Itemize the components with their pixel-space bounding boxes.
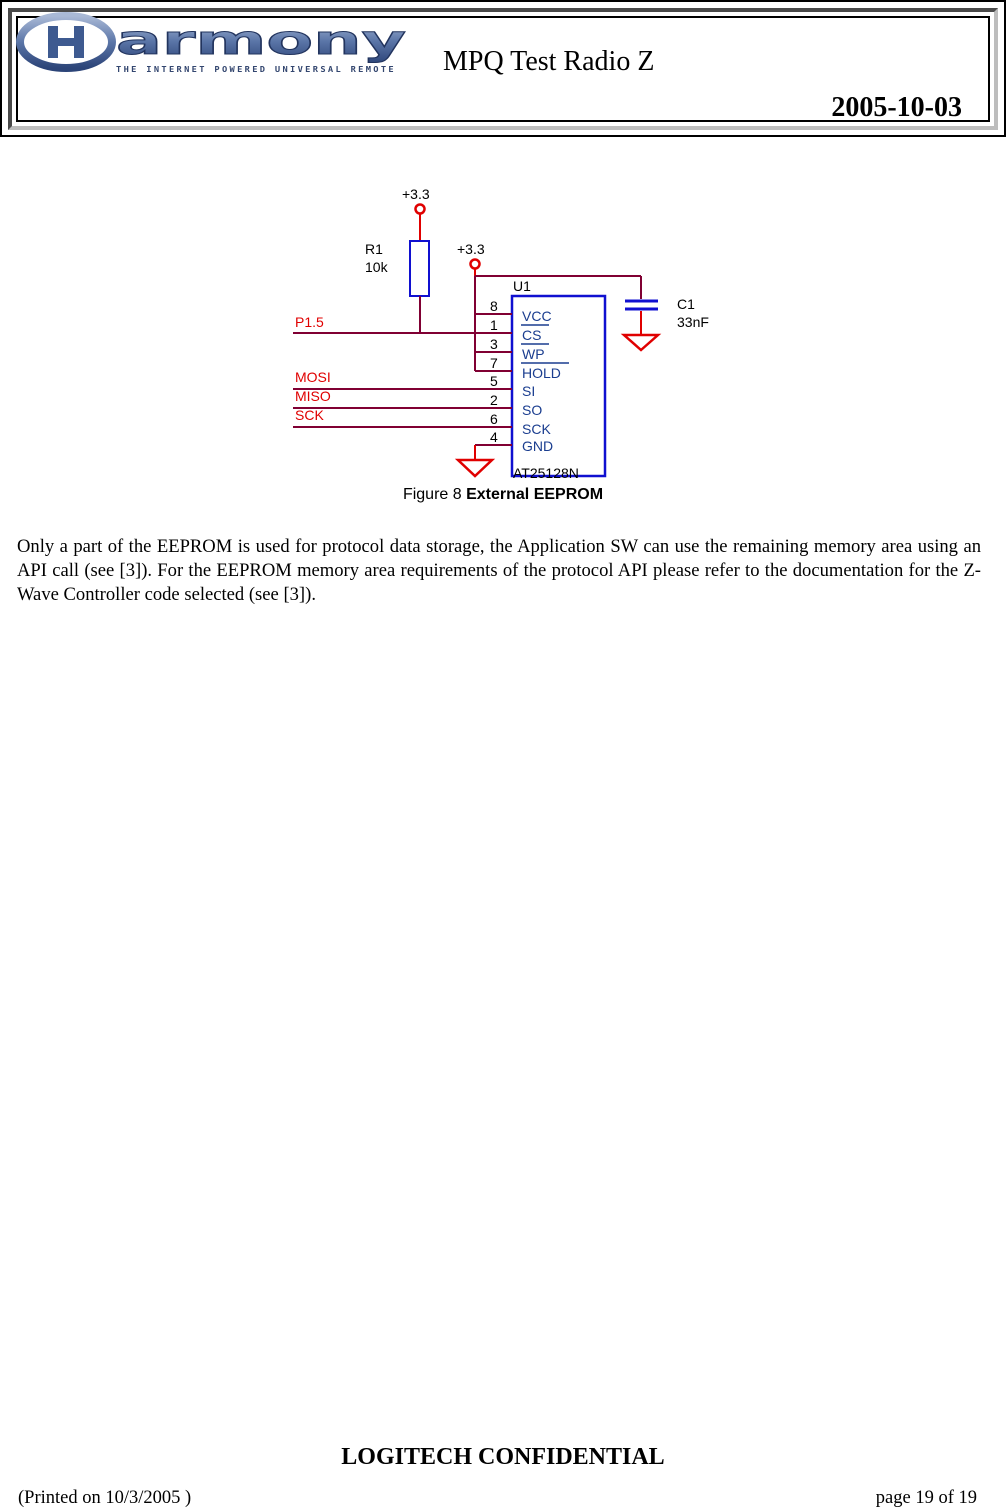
figure-caption <box>0 486 1006 504</box>
power-port-r1-icon <box>416 205 425 214</box>
caption-title: External EEPROM <box>466 486 604 503</box>
printed-date: (Printed on 10/3/2005 ) <box>18 1488 192 1508</box>
r1-value: 10k <box>365 259 388 275</box>
pin-name: VCC <box>522 308 552 324</box>
pin-name: CS <box>522 327 542 343</box>
ground-u1-icon <box>458 460 492 476</box>
pin-number: 3 <box>490 336 498 352</box>
supply-label-u1: +3.3 <box>457 241 485 257</box>
c1-ref: C1 <box>677 296 695 312</box>
body-paragraph: Only a part of the EEPROM is used for protocol data storage, the Application SW can use the remaining memory area using an API call (see [3]). For the EEPROM memory area requirements of the protocol API please refer to the documentation for the Z-Wave Controller code selected (see [3]). <box>17 536 981 605</box>
document-title: MPQ Test Radio Z <box>443 46 655 77</box>
pin-number: 8 <box>490 298 498 314</box>
logo-tagline: THE INTERNET POWERED UNIVERSAL REMOTE <box>116 65 396 74</box>
r1-ref: R1 <box>365 241 383 257</box>
pin-number: 4 <box>490 429 498 445</box>
power-port-u1-icon <box>471 260 480 269</box>
u1-ref: U1 <box>513 278 531 294</box>
pin-name: SI <box>522 383 536 399</box>
pin-name: SCK <box>522 421 551 437</box>
confidential-label: LOGITECH CONFIDENTIAL <box>341 1444 665 1470</box>
harmony-logo <box>16 12 414 78</box>
pin-number: 5 <box>490 373 498 389</box>
eeprom-schematic <box>285 180 725 482</box>
pin-number: 6 <box>490 411 498 427</box>
page-number: page 19 of 19 <box>875 1488 977 1508</box>
pin-name: GND <box>522 438 554 454</box>
net-label: P1.5 <box>295 314 324 330</box>
pin-name: WP <box>522 346 545 362</box>
pin-name: SO <box>522 402 543 418</box>
logo-wordmark: armony <box>116 18 406 64</box>
caption-prefix: Figure 8 <box>402 486 462 503</box>
pin-number: 7 <box>490 355 498 371</box>
c1-value: 33nF <box>677 314 709 330</box>
resistor-r1-icon <box>410 241 429 296</box>
pin-number: 1 <box>490 317 498 333</box>
net-label: MISO <box>295 388 331 404</box>
pin-name: HOLD <box>522 365 561 381</box>
pin-number: 2 <box>490 392 498 408</box>
supply-label-r1: +3.3 <box>402 186 430 202</box>
document-date: 2005-10-03 <box>831 92 962 123</box>
net-label: SCK <box>295 407 324 423</box>
u1-part: AT25128N <box>513 465 579 481</box>
net-label: MOSI <box>295 369 331 385</box>
page-header <box>0 0 1006 137</box>
ground-c1-icon <box>624 335 658 350</box>
